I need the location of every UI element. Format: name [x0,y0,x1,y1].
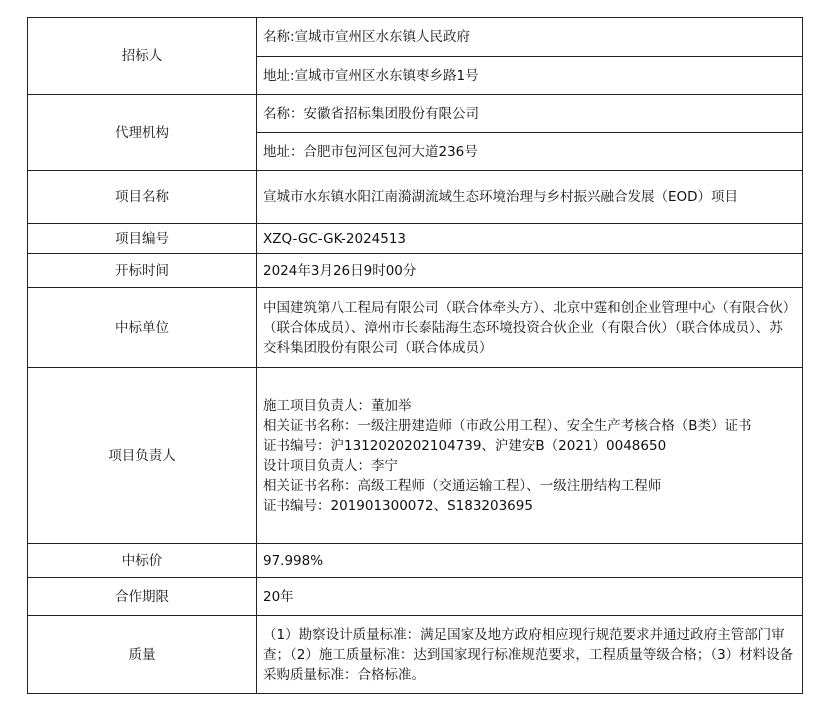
opening-time-label: 开标时间 [28,254,257,288]
agency-label: 代理机构 [28,95,257,171]
project-code-label: 项目编号 [28,224,257,254]
row-tenderer-name [28,18,803,57]
agency-name: 名称：安徽省招标集团股份有限公司 [257,95,803,133]
row-managers [28,368,803,544]
bid-price-value: 97.998% [257,544,803,578]
winner-value: 中国建筑第八工程局有限公司（联合体牵头方）、北京中霆和创企业管理中心（有限合伙）（联合体成员）、漳州市长泰陆海生态环境投资合伙企业（有限合伙）（联合体成员）、苏交科集团股份有限公司（联合体成员） [257,288,803,368]
winner-label: 中标单位 [28,288,257,368]
managers-value [257,368,803,544]
project-name-label: 项目名称 [28,171,257,224]
row-project-name [28,171,803,224]
construction-manager: 施工项目负责人：董加举 [263,397,412,414]
construction-cert-no: 证书编号：沪1312020202104739、沪建安B（2021）0048650 [263,437,667,454]
cooperation-period-value: 20年 [257,578,803,616]
project-code-value: XZQ-GC-GK-2024513 [257,224,803,254]
row-opening-time [28,254,803,288]
award-table [27,17,803,694]
cooperation-period-label: 合作期限 [28,578,257,616]
tenderer-address: 地址:宣城市宣州区水东镇枣乡路1号 [257,57,803,95]
managers-label: 项目负责人 [28,368,257,544]
tenderer-name: 名称:宣城市宣州区水东镇人民政府 [257,18,803,57]
design-manager: 设计项目负责人：李宁 [263,457,398,474]
row-bid-price [28,544,803,578]
quality-value: （1）勘察设计质量标准：满足国家及地方政府相应现行规范要求并通过政府主管部门审查；（2）施工质量标准：达到国家现行标准规范要求，工程质量等级合格；（3）材料设备采购质量标准：合格标准。 [257,616,803,694]
row-project-code [28,224,803,254]
construction-certs: 相关证书名称：一级注册建造师（市政公用工程）、安全生产考核合格（B类）证书 [263,417,752,434]
design-certs: 相关证书名称：高级工程师（交通运输工程）、一级注册结构工程师 [263,477,662,494]
row-cooperation-period [28,578,803,616]
row-quality [28,616,803,694]
agency-address: 地址：合肥市包河区包河大道236号 [257,133,803,171]
tenderer-label: 招标人 [28,18,257,95]
opening-time-value: 2024年3月26日9时00分 [257,254,803,288]
bid-price-label: 中标价 [28,544,257,578]
design-cert-no: 证书编号：201901300072、S183203695 [263,497,533,514]
row-agency-name [28,95,803,133]
row-winner [28,288,803,368]
project-name-value: 宣城市水东镇水阳江南漪湖流域生态环境治理与乡村振兴融合发展（EOD）项目 [257,171,803,224]
quality-label: 质量 [28,616,257,694]
